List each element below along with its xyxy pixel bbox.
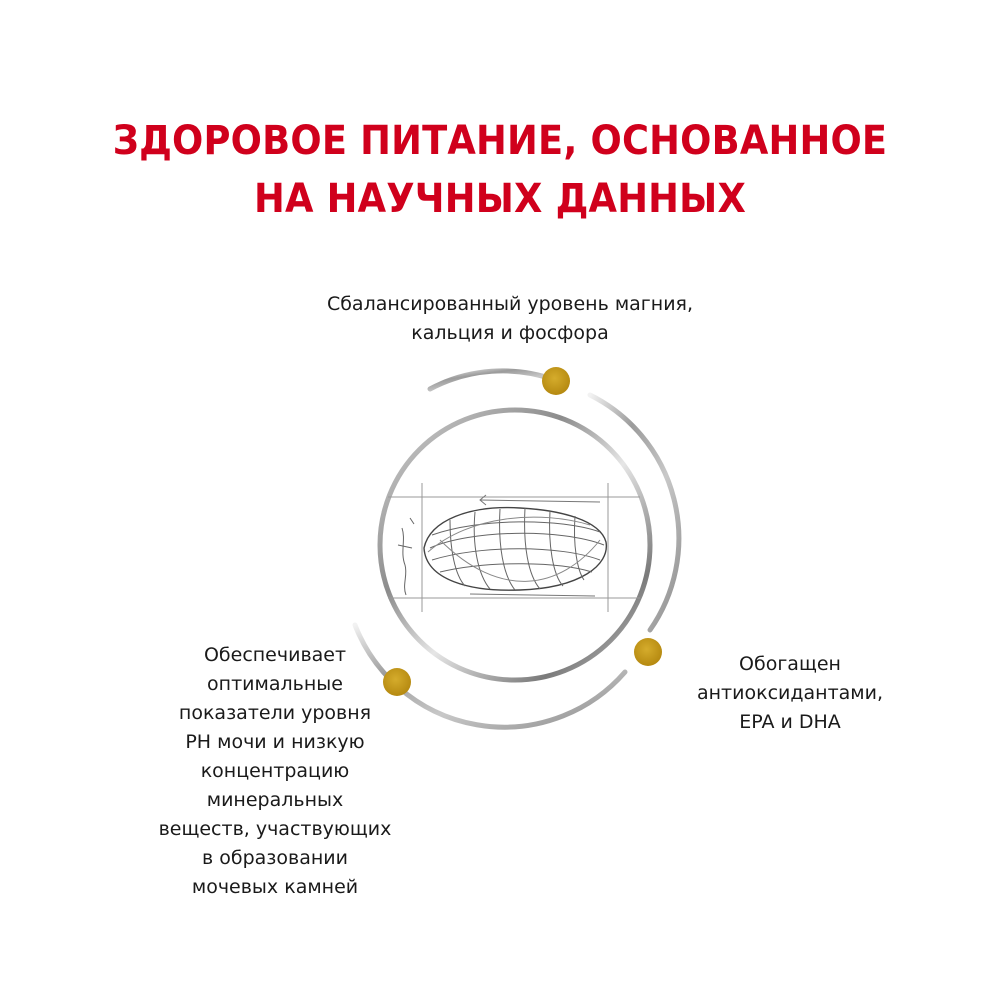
feature-mineral-balance — [300, 290, 720, 348]
feature-right-line-1: Обогащен — [739, 653, 841, 675]
feature-left-line-7: веществ, участвующих — [158, 818, 392, 840]
inner-ring — [380, 410, 650, 680]
feature-left-line-6: минеральных — [206, 789, 344, 811]
feature-left-line-8: в образовании — [202, 847, 348, 869]
outer-ring-arc-right — [590, 395, 679, 630]
feature-top-line-1: Сбалансированный уровень магния, — [326, 293, 694, 315]
title-line-1: ЗДОРОВОЕ ПИТАНИЕ, ОСНОВАННОЕ — [112, 118, 888, 164]
feature-urine-ph — [120, 641, 430, 902]
feature-top-line-2: кальция и фосфора — [411, 322, 609, 344]
kibble-sketch-icon — [388, 483, 640, 612]
title-line-2: НА НАУЧНЫХ ДАННЫХ — [253, 176, 747, 222]
feature-antioxidants — [640, 650, 940, 737]
feature-left-line-1: Обеспечивает — [203, 644, 347, 666]
dot-top — [542, 367, 570, 395]
feature-left-line-3: показатели уровня — [178, 702, 372, 724]
feature-right-line-3: EPA и DHA — [739, 711, 841, 733]
feature-right-line-2: антиоксидантами, — [696, 682, 883, 704]
feature-left-line-2: оптимальные — [207, 673, 343, 695]
feature-left-line-4: PH мочи и низкую — [185, 731, 365, 753]
outer-ring-arc-top — [430, 371, 555, 389]
feature-left-line-5: концентрацию — [200, 760, 350, 782]
feature-left-line-9: мочевых камней — [191, 876, 359, 898]
